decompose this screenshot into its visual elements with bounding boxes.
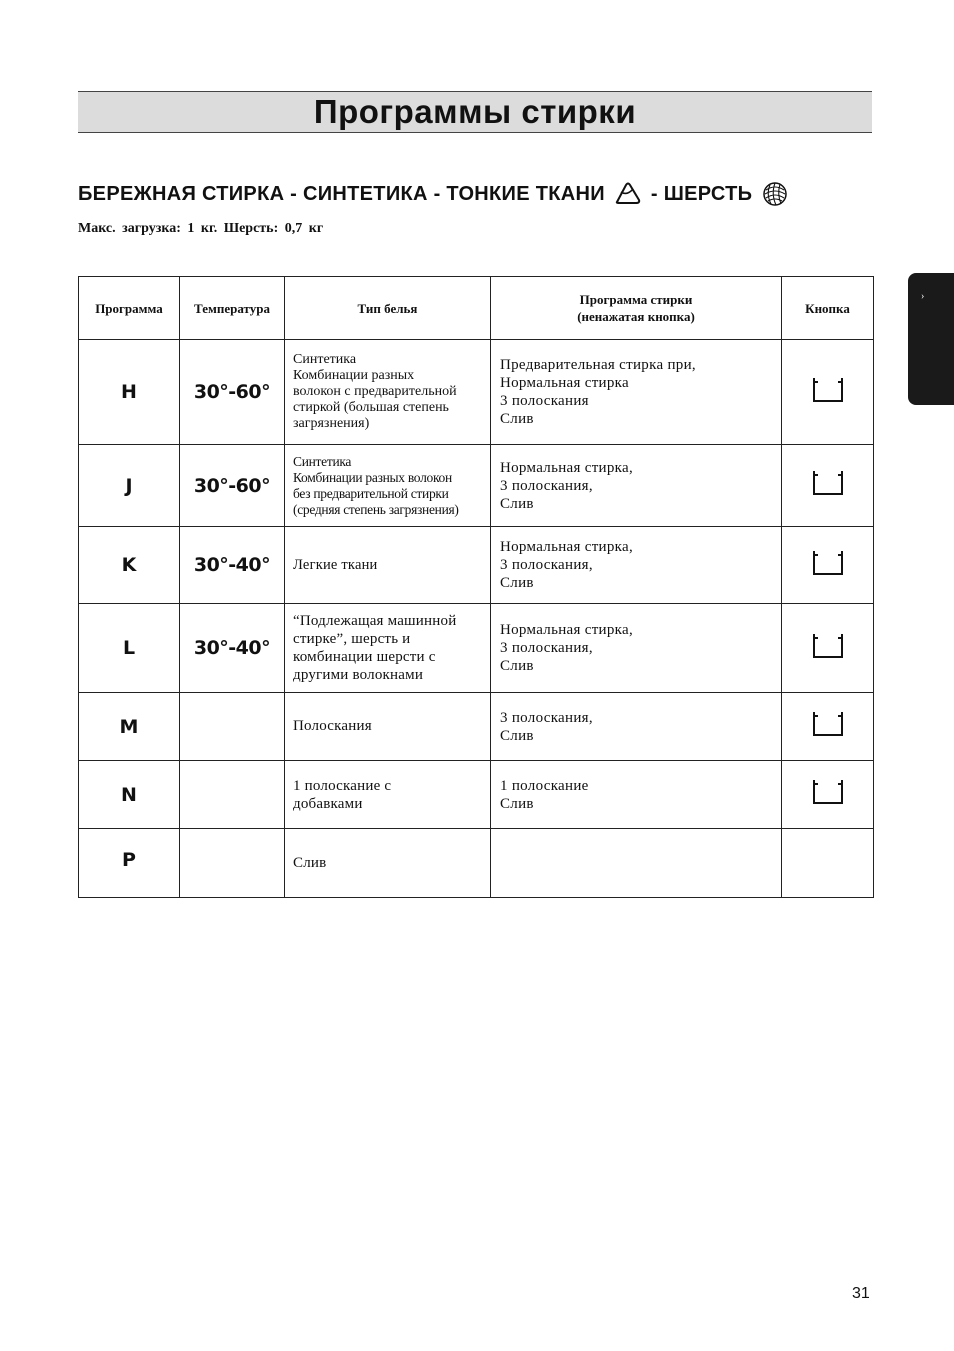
wash-line: 3 полоскания, xyxy=(500,557,593,573)
program-letter: N xyxy=(79,761,180,829)
table-row xyxy=(79,693,874,761)
wash-line: Слив xyxy=(500,795,534,812)
header-temperature: Температура xyxy=(180,277,285,340)
button-cell xyxy=(782,693,874,761)
button-cell xyxy=(782,340,874,445)
header-wash-program xyxy=(491,277,782,340)
wash-program xyxy=(491,527,782,604)
wash-program xyxy=(491,445,782,527)
wash-line: Нормальная стирка, xyxy=(500,539,634,555)
laundry-type xyxy=(285,445,491,527)
program-letter: J xyxy=(79,445,180,527)
wash-line: 3 полоскания, xyxy=(500,640,593,656)
wash-programs-table xyxy=(78,276,874,898)
wash-line: 3 полоскания xyxy=(500,393,589,409)
temperature-range xyxy=(180,693,285,761)
wash-line: 1 полоскание xyxy=(500,777,589,794)
header-wash-program-line1: Программа стирки xyxy=(579,292,693,307)
button-cell xyxy=(782,829,874,898)
table-header-row xyxy=(79,277,874,340)
laundry-line: волокон с предварительной xyxy=(293,384,457,399)
wash-program xyxy=(491,829,782,898)
wash-program xyxy=(491,693,782,761)
button-unpressed-icon xyxy=(811,631,845,661)
section-subtitle xyxy=(78,180,790,208)
laundry-line: “Подлежащая машинной xyxy=(293,613,457,629)
table-row xyxy=(79,761,874,829)
wash-program xyxy=(491,604,782,693)
title-bar xyxy=(78,91,872,133)
table-row xyxy=(79,829,874,898)
laundry-type xyxy=(285,693,491,761)
laundry-line: Легкие ткани xyxy=(293,556,378,573)
header-program: Программа xyxy=(79,277,180,340)
button-unpressed-icon xyxy=(811,468,845,498)
wash-line: Слив xyxy=(500,575,534,591)
laundry-type xyxy=(285,604,491,693)
button-unpressed-icon xyxy=(811,777,845,807)
laundry-line: Комбинации разных xyxy=(293,368,415,383)
header-button: Кнопка xyxy=(782,277,874,340)
laundry-type xyxy=(285,829,491,898)
temperature-range: 30°-40° xyxy=(180,527,285,604)
laundry-line: комбинации шерсти с xyxy=(293,649,436,665)
temperature-range xyxy=(180,829,285,898)
wash-line: 3 полоскания, xyxy=(500,709,593,726)
temperature-range: 30°-60° xyxy=(180,445,285,527)
button-cell xyxy=(782,527,874,604)
laundry-line: Полоскания xyxy=(293,718,372,734)
button-unpressed-icon xyxy=(811,375,845,405)
button-cell xyxy=(782,761,874,829)
subtitle-wool-text: - ШЕРСТЬ xyxy=(650,182,753,205)
temperature-range xyxy=(180,761,285,829)
button-cell xyxy=(782,604,874,693)
laundry-line: стирке”, шерсть и xyxy=(293,631,411,647)
side-section-tab xyxy=(908,273,954,405)
wash-line: 3 полоскания, xyxy=(500,477,593,494)
program-letter: L xyxy=(79,604,180,693)
wash-line: Предварительная стирка при, xyxy=(500,357,696,373)
program-letter: H xyxy=(79,340,180,445)
laundry-line: загрязнения) xyxy=(293,416,370,431)
program-letter: P xyxy=(79,829,180,898)
subtitle-text: БЕРЕЖНАЯ СТИРКА - СИНТЕТИКА - ТОНКИЕ ТКАНИ xyxy=(78,182,605,205)
delicate-fabric-icon xyxy=(613,180,643,208)
wash-line: Слив xyxy=(500,411,534,427)
button-unpressed-icon xyxy=(811,548,845,578)
laundry-line: Комбинации разных волокон xyxy=(293,469,452,485)
wash-line: Нормальная стирка xyxy=(500,375,630,391)
button-unpressed-icon xyxy=(811,709,845,739)
laundry-line: добавками xyxy=(293,795,363,812)
header-laundry-type: Тип белья xyxy=(285,277,491,340)
wool-ball-icon xyxy=(760,180,790,208)
wash-program xyxy=(491,340,782,445)
table-row xyxy=(79,604,874,693)
table-row xyxy=(79,527,874,604)
laundry-line: Синтетика xyxy=(293,453,352,469)
wash-line: Слив xyxy=(500,658,534,674)
laundry-line: Синтетика xyxy=(293,352,357,367)
temperature-range: 30°-60° xyxy=(180,340,285,445)
wash-line: Нормальная стирка, xyxy=(500,459,634,476)
max-load-info: Макс. загрузка: 1 кг. Шерсть: 0,7 кг xyxy=(78,221,324,236)
page-title: Программы стирки xyxy=(313,93,637,130)
header-wash-program-line2: (ненажатая кнопка) xyxy=(577,309,695,324)
laundry-line: (средняя степень загрязнения) xyxy=(293,501,459,517)
laundry-type xyxy=(285,761,491,829)
program-letter: M xyxy=(79,693,180,761)
program-letter: K xyxy=(79,527,180,604)
page-number: 31 xyxy=(852,1285,870,1302)
side-tab-mark: › xyxy=(921,291,925,302)
table-body xyxy=(79,340,874,898)
button-cell xyxy=(782,445,874,527)
laundry-type xyxy=(285,527,491,604)
temperature-range: 30°-40° xyxy=(180,604,285,693)
wash-line: Слив xyxy=(500,727,534,744)
table-row xyxy=(79,340,874,445)
wash-line: Слив xyxy=(500,495,534,512)
laundry-type xyxy=(285,340,491,445)
laundry-line: 1 полоскание с xyxy=(293,777,392,794)
wash-program xyxy=(491,761,782,829)
laundry-line: другими волокнами xyxy=(293,667,424,683)
laundry-line: Слив xyxy=(293,854,327,871)
laundry-line: без предварительной стирки xyxy=(293,485,449,501)
table-row xyxy=(79,445,874,527)
wash-line: Нормальная стирка, xyxy=(500,622,634,638)
laundry-line: стиркой (большая степень xyxy=(293,400,449,415)
